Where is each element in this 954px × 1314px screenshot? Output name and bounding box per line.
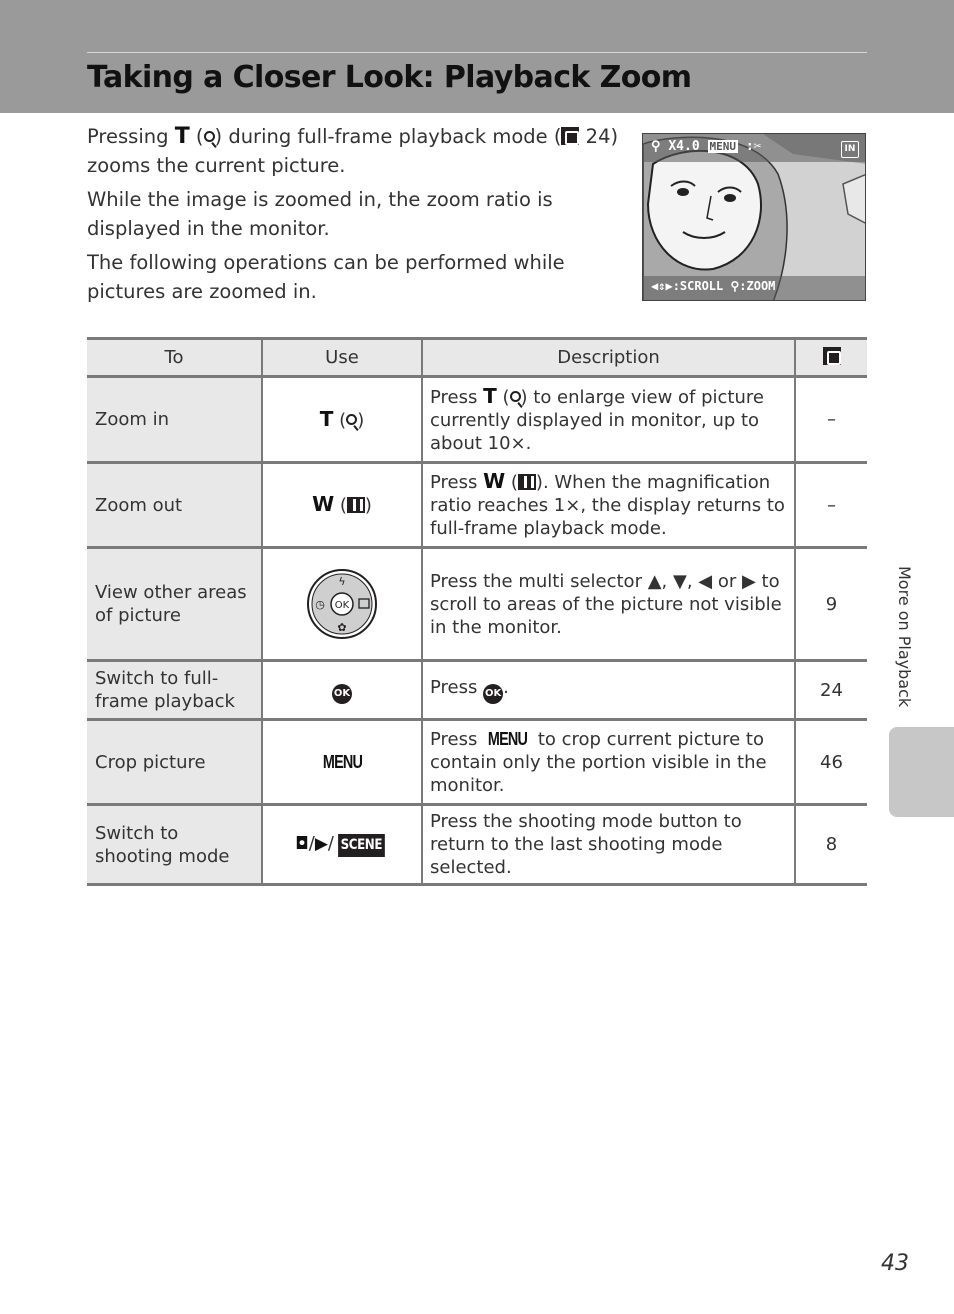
- page-reference-icon: [561, 127, 579, 145]
- section-tab-label: More on Playback: [895, 566, 914, 708]
- intro-paragraph-3: The following operations can be performed while pictures are zoomed in.: [87, 251, 565, 303]
- cell-use: [262, 720, 422, 805]
- menu-button-icon: MENU: [488, 728, 528, 749]
- cell-page-ref: 46: [795, 720, 867, 805]
- cell-use: ◘/▶/ SCENE: [262, 805, 422, 885]
- cell-page-ref: 9: [795, 548, 867, 661]
- svg-text:✿: ✿: [337, 621, 347, 634]
- ok-button-icon: OK: [332, 684, 352, 704]
- table-header-row: [87, 339, 867, 377]
- operations-table: [87, 337, 867, 886]
- page-reference-icon: [823, 347, 841, 365]
- movie-icon: ▶: [314, 834, 328, 854]
- cell-page-ref: 8: [795, 805, 867, 885]
- scene-mode-icon: SCENE: [338, 834, 384, 857]
- cell-page-ref: –: [795, 463, 867, 548]
- header-band: [0, 0, 954, 113]
- cell-page-ref: –: [795, 377, 867, 463]
- intro-paragraph-1: Pressing T ( ) during full-frame playback mode ( 24) zooms the current picture.: [87, 124, 619, 177]
- cell-description: Press MENU to crop current picture to contain only the portion visible in the monitor.: [422, 720, 795, 805]
- cell-description: Press T ( ) to enlarge view of picture currently displayed in monitor, up to about 10×.: [422, 377, 795, 463]
- tele-key: T: [174, 124, 190, 149]
- cell-use: [262, 548, 422, 661]
- table-row: [87, 463, 867, 548]
- thumbnail-icon: [347, 497, 365, 513]
- header-rule: [87, 52, 867, 53]
- header-use: Use: [262, 339, 422, 377]
- internal-memory-icon: IN: [841, 141, 859, 158]
- cell-description: Press W ( ). When the magnification ratio reaches 1×, the display returns to full-frame playback mode.: [422, 463, 795, 548]
- svg-text:ϟ: ϟ: [338, 575, 346, 588]
- monitor-zoom-indicator: ⚲ X4.0 MENU :✂: [651, 139, 762, 154]
- monitor-illustration: [642, 133, 866, 301]
- table-row: [87, 377, 867, 463]
- table-row: [87, 661, 867, 720]
- ok-button-icon: OK: [483, 684, 503, 704]
- cell-to: Switch to full-frame playback: [87, 661, 262, 720]
- thumbnail-icon: [518, 474, 536, 490]
- page-number: 43: [881, 1251, 909, 1276]
- cell-to: Crop picture: [87, 720, 262, 805]
- header-to: To: [87, 339, 262, 377]
- svg-text:OK: OK: [334, 600, 350, 611]
- cell-page-ref: 24: [795, 661, 867, 720]
- table-row: [87, 720, 867, 805]
- monitor-guide: ◀⇕▶:SCROLL ⚲:ZOOM: [651, 279, 776, 293]
- menu-button-icon: MENU: [322, 751, 362, 772]
- cell-description: Press the multi selector ▲, ▼, ◀ or ▶ to scroll to areas of the picture not visible in the monitor.: [422, 548, 795, 661]
- cell-use: W ( ): [262, 463, 422, 548]
- cell-to: View other areas of picture: [87, 548, 262, 661]
- intro-text: [87, 122, 627, 311]
- cell-description: Press OK .: [422, 661, 795, 720]
- cell-to: Switch to shooting mode: [87, 805, 262, 885]
- cell-to: Zoom out: [87, 463, 262, 548]
- cell-use: T ( ): [262, 377, 422, 463]
- intro-paragraph-2: While the image is zoomed in, the zoom ratio is displayed in the monitor.: [87, 188, 553, 240]
- svg-text:◷: ◷: [315, 598, 325, 611]
- camera-icon: ◘: [295, 834, 309, 854]
- magnify-icon: [510, 391, 521, 402]
- table-row: [87, 805, 867, 885]
- header-page-reference: [795, 339, 867, 377]
- magnify-icon: [346, 414, 357, 425]
- multi-selector-icon: [306, 568, 378, 640]
- cell-to: Zoom in: [87, 377, 262, 463]
- page-title: Taking a Closer Look: Playback Zoom: [87, 60, 692, 95]
- portrait-illustration: [643, 134, 866, 301]
- cell-use: [262, 661, 422, 720]
- header-description: Description: [422, 339, 795, 377]
- section-tab: [889, 727, 954, 817]
- cell-description: Press the shooting mode button to return to the last shooting mode selected.: [422, 805, 795, 885]
- magnify-icon: [204, 131, 215, 142]
- table-row: [87, 548, 867, 661]
